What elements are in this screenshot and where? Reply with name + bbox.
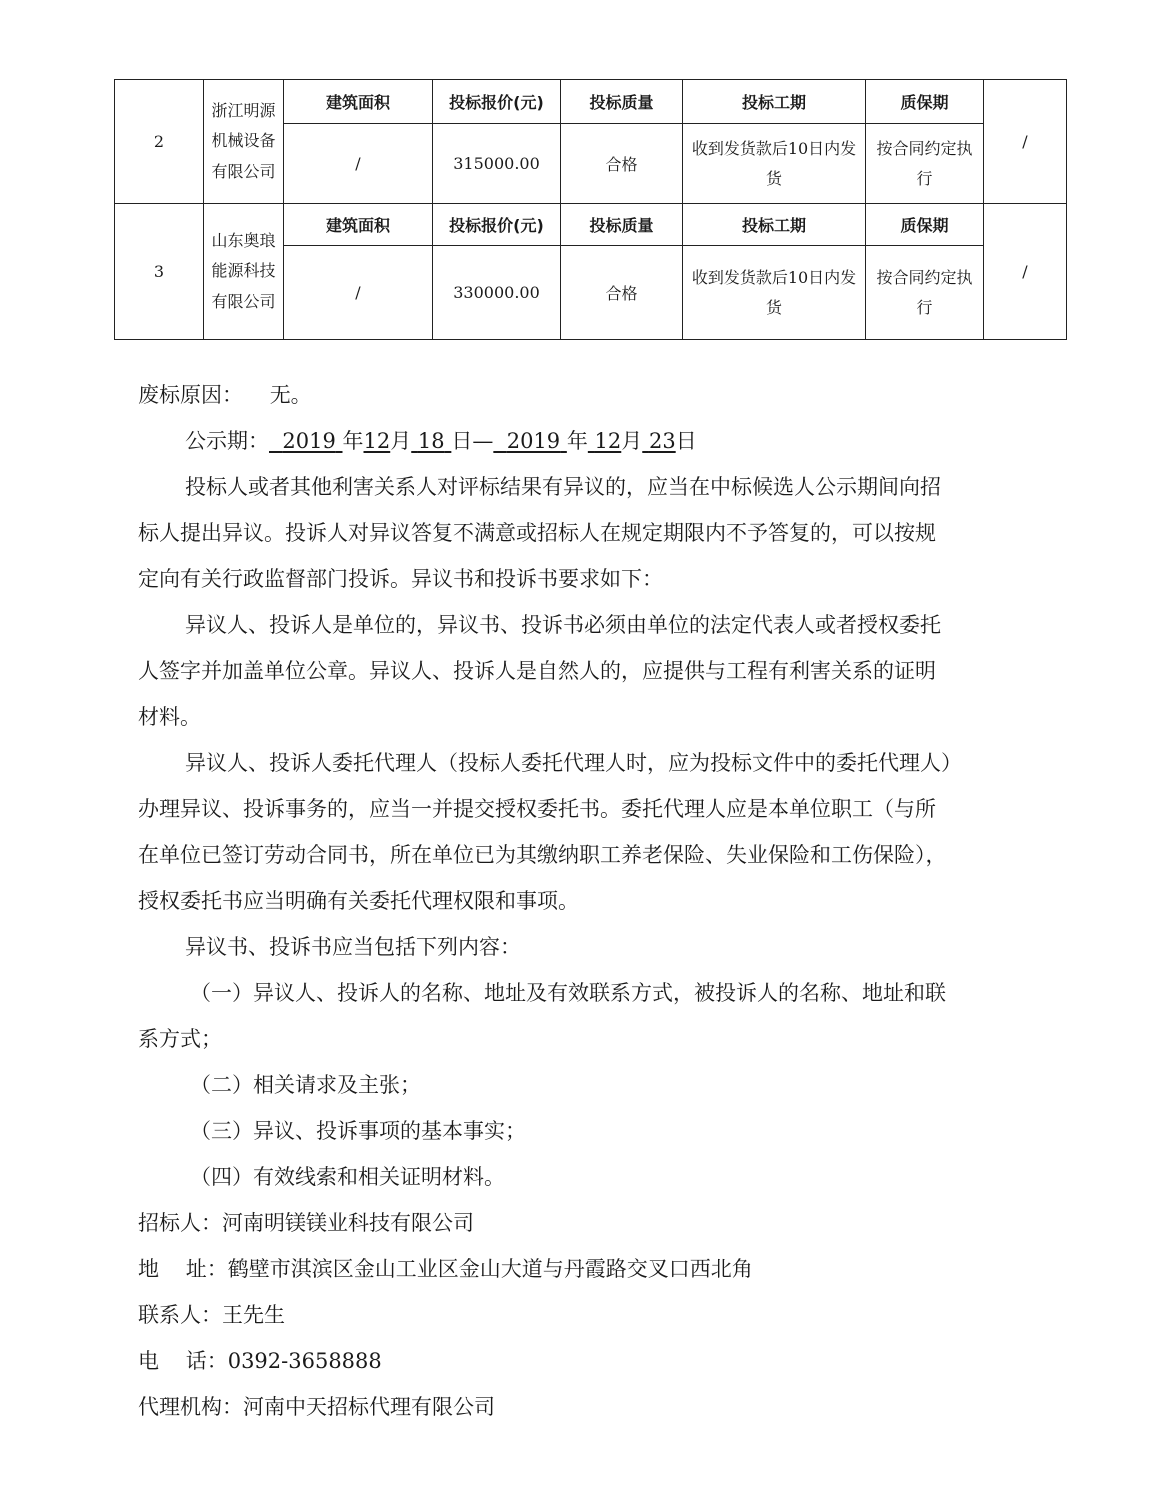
header-warranty: 质保期 <box>866 80 984 124</box>
quality-value: 合格 <box>561 124 683 204</box>
end-year: 2019 <box>506 429 561 453</box>
contact-name: 王先生 <box>222 1303 285 1327</box>
extra-cell: / <box>984 80 1067 204</box>
company-name: 山东奥琅能源科技有限公司 <box>204 204 284 340</box>
reject-label: 废标原因： <box>138 383 243 407</box>
end-day: 23 <box>648 429 676 453</box>
row-number: 3 <box>115 204 204 340</box>
header-area: 建筑面积 <box>284 204 433 246</box>
paragraph-2-line: 异议人、投诉人是单位的，异议书、投诉书必须由单位的法定代表人或者授权委托 <box>185 613 941 637</box>
paragraph-3-line: 授权委托书应当明确有关委托代理权限和事项。 <box>138 889 579 913</box>
start-day: 18 <box>417 429 445 453</box>
header-area: 建筑面积 <box>284 80 433 124</box>
list-item-1: （一）异议人、投诉人的名称、地址及有效联系方式，被投诉人的名称、地址和联 <box>190 981 946 1005</box>
header-price: 投标报价(元) <box>433 80 561 124</box>
paragraph-4: 异议书、投诉书应当包括下列内容： <box>185 935 521 959</box>
header-warranty: 质保期 <box>866 204 984 246</box>
start-year: 2019 <box>282 429 336 453</box>
reject-reason <box>138 372 1038 418</box>
paragraph-3-line: 办理异议、投诉事务的，应当一并提交授权委托书。委托代理人应是本单位职工（与所 <box>138 797 936 821</box>
list-item-2: （二）相关请求及主张； <box>190 1073 421 1097</box>
start-month: 12 <box>363 429 391 453</box>
agency-line: 代理机构：河南中天招标代理有限公司 <box>138 1395 495 1419</box>
extra-cell: / <box>984 204 1067 340</box>
period-value: 收到发货款后10日内发货 <box>683 246 866 340</box>
notice-label: 公示期： <box>185 429 269 453</box>
agency-name: 河南中天招标代理有限公司 <box>243 1395 495 1419</box>
header-quality: 投标质量 <box>561 80 683 124</box>
area-value: / <box>284 124 433 204</box>
bid-results-table <box>114 79 1067 340</box>
contact-line: 联系人：王先生 <box>138 1303 285 1327</box>
notice-period: 公示期： 2019 年12月 18 日— 2019 年 12月 23日 <box>185 429 697 453</box>
phone-line: 电 话：0392-3658888 <box>138 1349 382 1373</box>
list-item-3: （三）异议、投诉事项的基本事实； <box>190 1119 526 1143</box>
period-value: 收到发货款后10日内发货 <box>683 124 866 204</box>
paragraph-2-line: 材料。 <box>138 705 201 729</box>
address-line: 地 址：鹤壁市淇滨区金山工业区金山大道与丹霞路交叉口西北角 <box>138 1257 753 1281</box>
paragraph-1-line: 标人提出异议。投诉人对异议答复不满意或招标人在规定期限内不予答复的，可以按规 <box>138 521 936 545</box>
list-item-4: （四）有效线索和相关证明材料。 <box>190 1165 505 1189</box>
reject-value: 无。 <box>269 383 312 407</box>
header-period: 投标工期 <box>683 80 866 124</box>
paragraph-3-line: 异议人、投诉人委托代理人（投标人委托代理人时，应为投标文件中的委托代理人） <box>185 751 962 775</box>
header-quality: 投标质量 <box>561 204 683 246</box>
announcement-body <box>138 372 1038 1430</box>
row-number: 2 <box>115 80 204 204</box>
area-value: / <box>284 246 433 340</box>
price-value: 330000.00 <box>433 246 561 340</box>
header-price: 投标报价(元) <box>433 204 561 246</box>
quality-value: 合格 <box>561 246 683 340</box>
phone-value: 0392-3658888 <box>227 1349 382 1373</box>
header-period: 投标工期 <box>683 204 866 246</box>
company-name: 浙江明源机械设备有限公司 <box>204 80 284 204</box>
address-value: 鹤壁市淇滨区金山工业区金山大道与丹霞路交叉口西北角 <box>227 1257 753 1281</box>
paragraph-1-line: 投标人或者其他利害关系人对评标结果有异议的，应当在中标候选人公示期间向招 <box>185 475 941 499</box>
paragraph-2-line: 人签字并加盖单位公章。异议人、投诉人是自然人的，应提供与工程有利害关系的证明 <box>138 659 936 683</box>
warranty-value: 按合同约定执行 <box>866 124 984 204</box>
end-month: 12 <box>594 429 622 453</box>
tenderer-name: 河南明镁镁业科技有限公司 <box>222 1211 474 1235</box>
tenderer-line: 招标人：河南明镁镁业科技有限公司 <box>138 1211 474 1235</box>
price-value: 315000.00 <box>433 124 561 204</box>
paragraph-3-line: 在单位已签订劳动合同书，所在单位已为其缴纳职工养老保险、失业保险和工伤保险）， <box>138 843 947 867</box>
list-item-1-cont: 系方式； <box>138 1027 222 1051</box>
warranty-value: 按合同约定执行 <box>866 246 984 340</box>
paragraph-1-line: 定向有关行政监督部门投诉。异议书和投诉书要求如下： <box>138 567 663 591</box>
